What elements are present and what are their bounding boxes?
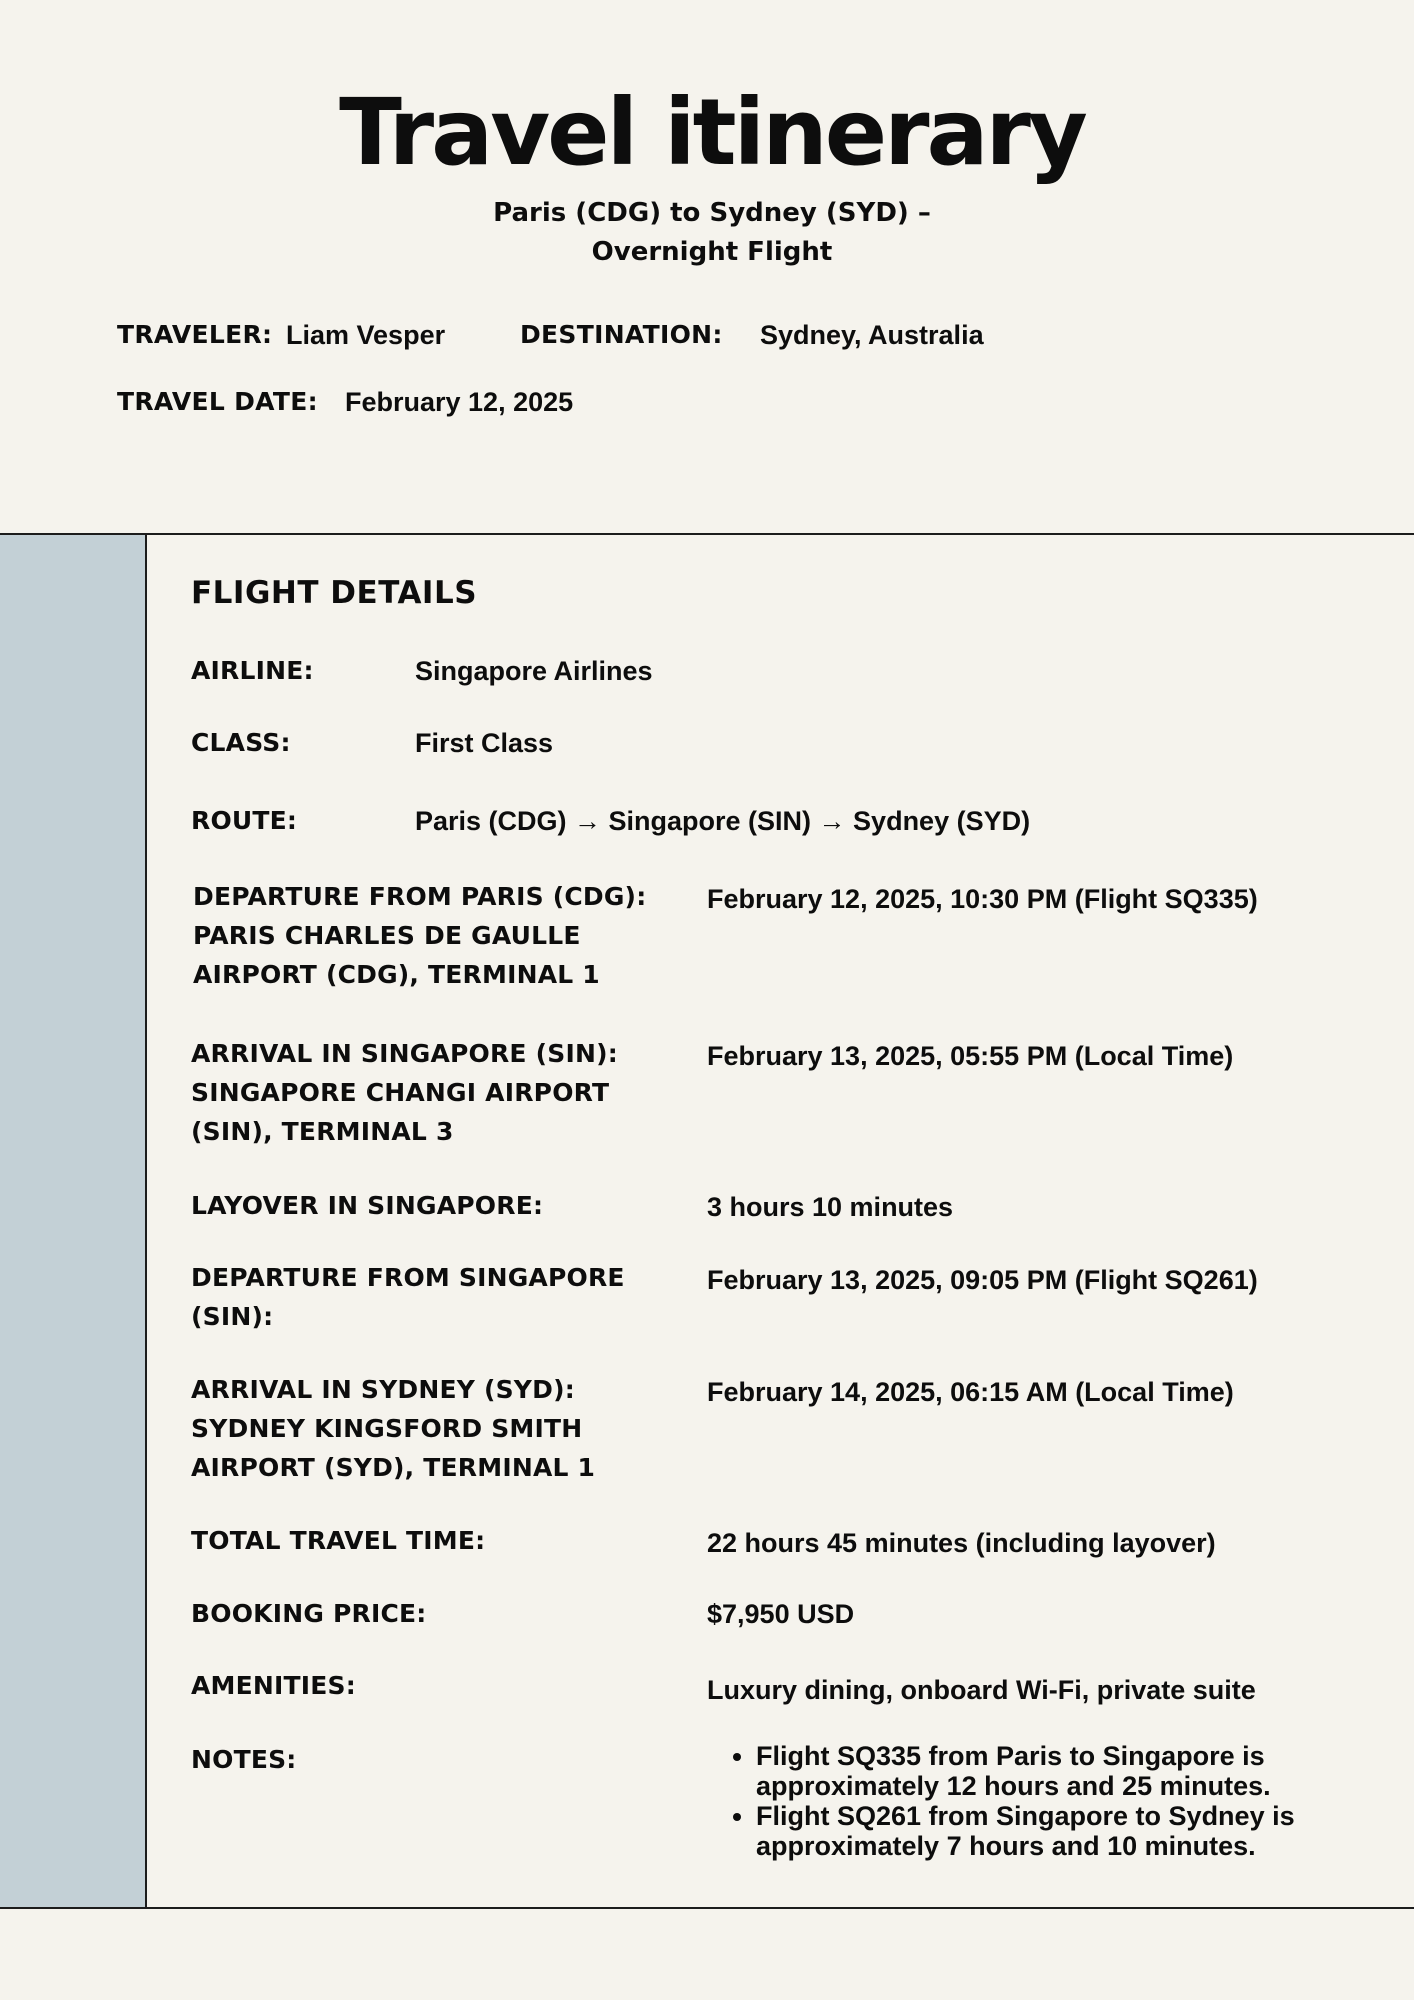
page-title: Travel itinerary (339, 79, 1085, 186)
arrival-singapore-label (191, 1034, 671, 1151)
travel-date-label: TRAVEL DATE: (117, 387, 318, 416)
arrival-sydney-label (191, 1370, 671, 1487)
departure-singapore-value: February 13, 2025, 09:05 PM (Flight SQ261) (707, 1265, 1258, 1295)
label-line: ARRIVAL IN SYDNEY (SYD): (191, 1375, 575, 1404)
total-travel-time-value: 22 hours 45 minutes (including layover) (707, 1528, 1216, 1558)
class-value: First Class (415, 728, 554, 758)
booking-price-value: $7,950 USD (707, 1599, 855, 1629)
departure-paris-value: February 12, 2025, 10:30 PM (Flight SQ335) (707, 884, 1258, 914)
airline-value: Singapore Airlines (415, 656, 653, 686)
label-line: DEPARTURE FROM PARIS (CDG): (193, 882, 647, 911)
notes-label: NOTES: (191, 1745, 297, 1774)
subtitle-line: Paris (CDG) to Sydney (SYD) – (493, 198, 931, 228)
route-label: ROUTE: (191, 806, 298, 835)
airline-label: AIRLINE: (191, 656, 314, 685)
label-line: SINGAPORE CHANGI AIRPORT (191, 1078, 610, 1107)
sidebar-accent (0, 535, 147, 1907)
route-value: Paris (CDG) → Singapore (SIN) → Sydney (SYD) (415, 806, 1031, 836)
class-label: CLASS: (191, 728, 291, 757)
departure-singapore-label (191, 1258, 671, 1336)
page-subtitle (0, 194, 1414, 272)
label-line: ARRIVAL IN SINGAPORE (SIN): (191, 1039, 618, 1068)
section-top-rule (0, 533, 1414, 535)
label-line: SYDNEY KINGSFORD SMITH (191, 1414, 583, 1443)
traveler-label: TRAVELER: (117, 320, 273, 349)
departure-paris-label (193, 877, 673, 994)
travel-date-value: February 12, 2025 (345, 387, 574, 417)
list-item: • Flight SQ261 from Singapore to Sydney is approximately 7 hours and 10 minutes. (756, 1801, 1414, 1861)
list-item: • Flight SQ335 from Paris to Singapore is approximately 12 hours and 25 minutes. (756, 1741, 1414, 1801)
section-bottom-rule (0, 1907, 1414, 1909)
label-line: DEPARTURE FROM SINGAPORE (191, 1263, 625, 1292)
layover-value: 3 hours 10 minutes (707, 1192, 954, 1222)
label-line: AIRPORT (SYD), TERMINAL 1 (191, 1453, 596, 1482)
amenities-value: Luxury dining, onboard Wi-Fi, private suite (707, 1675, 1256, 1705)
arrival-singapore-value: February 13, 2025, 05:55 PM (Local Time) (707, 1041, 1234, 1071)
destination-label: DESTINATION: (520, 320, 723, 349)
subtitle-line: Overnight Flight (591, 237, 833, 267)
layover-label: LAYOVER IN SINGAPORE: (191, 1191, 544, 1220)
label-line: AIRPORT (CDG), TERMINAL 1 (193, 960, 600, 989)
label-line: (SIN), TERMINAL 3 (191, 1117, 454, 1146)
label-line: PARIS CHARLES DE GAULLE (193, 921, 581, 950)
traveler-value: Liam Vesper (286, 320, 446, 350)
amenities-label: AMENITIES: (191, 1671, 356, 1700)
total-travel-time-label: TOTAL TRAVEL TIME: (191, 1526, 486, 1555)
destination-value: Sydney, Australia (760, 320, 984, 350)
arrival-sydney-value: February 14, 2025, 06:15 AM (Local Time) (707, 1377, 1234, 1407)
notes-list (707, 1741, 1414, 1861)
label-line: (SIN): (191, 1302, 274, 1331)
flight-details-heading: FLIGHT DETAILS (191, 575, 478, 611)
booking-price-label: BOOKING PRICE: (191, 1599, 427, 1628)
